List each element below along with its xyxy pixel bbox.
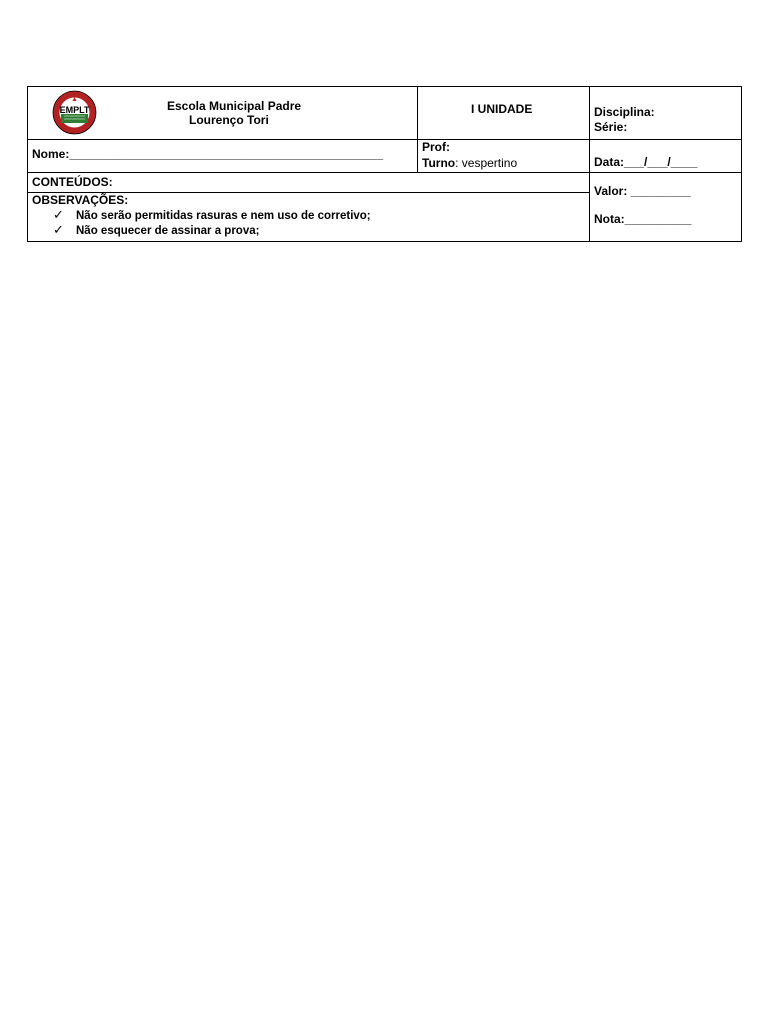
nota-blank: :__________ — [620, 212, 692, 226]
school-logo — [52, 90, 97, 135]
name-field[interactable]: Nome:_______________________________________________ — [32, 147, 384, 161]
column-divider-2 — [589, 87, 590, 242]
row-divider-1 — [28, 139, 742, 140]
turno-value: : vespertino — [455, 156, 518, 170]
exam-header-table — [27, 86, 742, 242]
observacoes-label: OBSERVAÇÕES: — [32, 193, 129, 207]
logo-text: EMPLT — [59, 105, 90, 115]
prof-label: Prof: — [422, 140, 450, 154]
observation-item: Não esquecer de assinar a prova; — [76, 225, 260, 237]
nota-field[interactable] — [594, 213, 691, 225]
turno-label: Turno — [422, 156, 456, 170]
checkmark-icon: ✓ — [53, 208, 64, 223]
turno-line — [422, 157, 517, 169]
unit-label: I UNIDADE — [471, 102, 533, 116]
discipline-label: Disciplina: — [594, 105, 655, 119]
checkmark-icon: ✓ — [53, 223, 64, 238]
column-divider-1 — [417, 87, 418, 173]
row-divider-2 — [28, 172, 742, 173]
nota-label: Nota — [594, 212, 621, 226]
observation-item: Não serão permitidas rasuras e nem uso de corretivo; — [76, 210, 371, 222]
school-name-line1: Escola Municipal Padre — [167, 99, 302, 113]
conteudos-label: CONTEÚDOS: — [32, 175, 113, 189]
date-field[interactable]: Data:___/___/____ — [594, 155, 698, 169]
valor-field[interactable]: Valor: _________ — [594, 184, 691, 198]
school-name-line2: Lourenço Tori — [189, 113, 269, 127]
series-label: Série: — [594, 120, 628, 134]
